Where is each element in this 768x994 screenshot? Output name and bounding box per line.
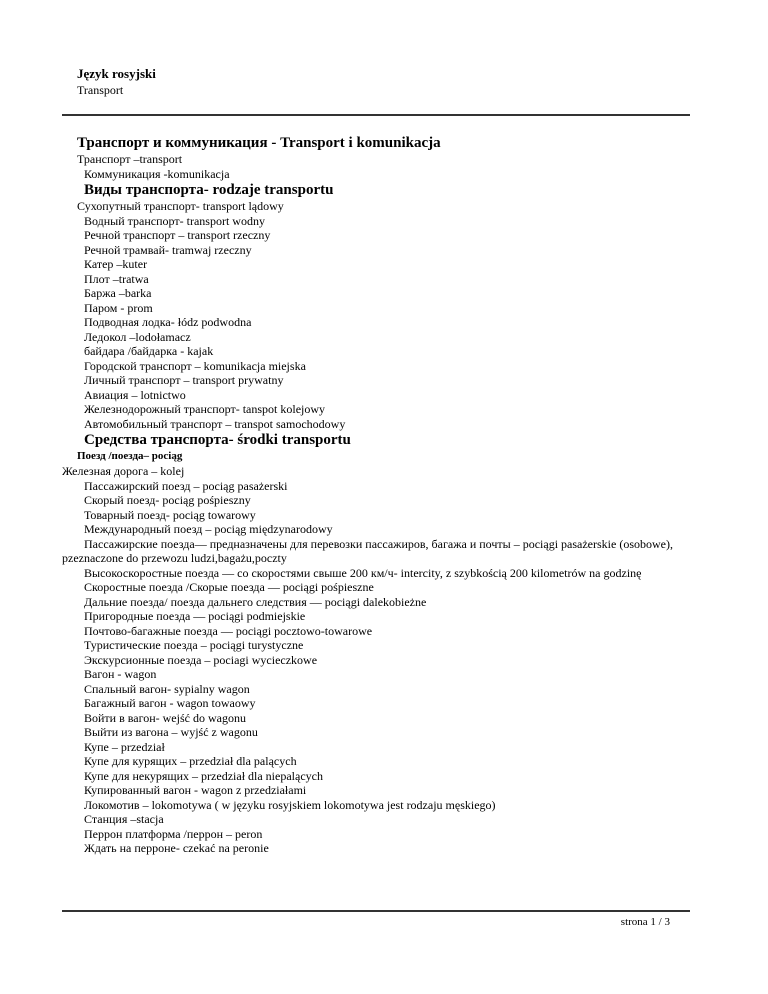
- text-line: Ждать на перроне- czekać na peronie: [84, 841, 269, 855]
- text-line: Высокоскоростные поезда — со скоростями свыше 200 км/ч- intercity, z szybkością 200 kilometrów na godzinę: [84, 565, 642, 580]
- text-line: Купированный вагон - wagon z przedziałami: [84, 783, 307, 797]
- document-subject: Język rosyjski: [77, 66, 156, 81]
- text-line: Речной трамвай- tramwaj rzeczny: [84, 242, 252, 257]
- text-line: Пригородные поезда — pociągi podmiejskie: [84, 609, 306, 623]
- footer-divider: [62, 910, 690, 912]
- text-line: Плот –tratwa: [84, 271, 149, 286]
- text-line: Пассажирские поезда— предназначены для перевозки пассажиров, багажа и почты – pociągi pasażerskie (osobowe), pzeznaczone do przewozu ludzi,bagażu,poczty: [62, 536, 673, 565]
- text-line: Купе для некурящих – przedział dla niepalących: [84, 768, 323, 783]
- section-heading: Транспорт и коммуникация - Transport i komunikacja: [77, 135, 441, 151]
- text-line: Купе для курящих – przedział dla palących: [84, 754, 297, 768]
- text-line: Скорый поезд- pociąg pośpieszny: [84, 493, 251, 507]
- text-line: Локомотив – lokomotywa ( w języku rosyjskiem lokomotywa jest rodzaju męskiego): [84, 797, 496, 812]
- text-line: Личный транспорт – transport prywatny: [84, 373, 284, 387]
- text-line: Водный транспорт- transport wodny: [84, 213, 265, 228]
- document-header: [77, 66, 156, 97]
- text-line: Коммуникация -komunikacja: [84, 166, 230, 181]
- text-line: Пассажирский поезд – pociąg pasażerski: [84, 478, 288, 493]
- text-line: Речной транспорт – transport rzeczny: [84, 228, 271, 242]
- subsection-heading: Средства транспорта- środki transportu: [84, 432, 351, 448]
- text-line: Железная дорога – kolej: [62, 464, 185, 478]
- text-line: Дальние поезда/ поезда дальнего следствия — pociągi dalekobieżne: [84, 594, 427, 609]
- group-heading: Поезд /поезда– pociąg: [77, 450, 183, 462]
- text-line: Почтово-багажные поезда — pociągi pocztowo-towarowe: [84, 623, 373, 638]
- text-line: Спальный вагон- sypialny wagon: [84, 681, 250, 696]
- text-line: Войти в вагон- wejść do wagonu: [84, 710, 246, 725]
- text-line: Купе – przedział: [84, 739, 165, 754]
- text-line: байдара /байдарка - kajak: [84, 344, 214, 358]
- text-line: Катер –kuter: [84, 257, 148, 271]
- document-body: [62, 134, 696, 856]
- text-line: Туристические поезда – pociągi turystyczne: [84, 638, 304, 652]
- text-line: Станция –stacja: [84, 812, 164, 826]
- text-line: Подводная лодка- łódz podwodna: [84, 315, 252, 329]
- text-line: Баржа –barka: [84, 286, 152, 300]
- text-line: Багажный вагон - wagon towaowy: [84, 696, 256, 710]
- page-number: strona 1 / 3: [620, 916, 670, 928]
- document-topic: Transport: [77, 83, 124, 97]
- text-line: Железнодорожный транспорт- tanspot kolejowy: [84, 402, 326, 416]
- text-line: Международный поезд – pociąg międzynarodowy: [84, 522, 333, 536]
- text-line: Автомобильный транспорт – transpot samochodowy: [84, 416, 346, 431]
- subsection-heading: Виды транспорта- rodzaje transportu: [84, 182, 334, 198]
- text-line: Выйти из вагона – wyjść z wagonu: [84, 725, 258, 739]
- text-line: Вагон - wagon: [84, 667, 157, 681]
- text-line: Товарный поезд- pociąg towarowy: [84, 507, 256, 522]
- text-line: Сухопутный транспорт- transport lądowy: [77, 199, 284, 213]
- text-line: Скоростные поезда /Скорые поезда — pociągi pośpieszne: [84, 580, 374, 594]
- text-line: Городской транспорт – komunikacja miejska: [84, 358, 306, 373]
- text-line: Экскурсионные поезда – pociagi wycieczkowe: [84, 652, 318, 667]
- text-line: Паром - prom: [84, 300, 153, 315]
- text-line: Перрон платформа /перрон – peron: [84, 826, 263, 841]
- text-line: Транспорт –transport: [77, 152, 183, 166]
- text-line: Авиация – lotnictwo: [84, 387, 186, 402]
- header-divider: [62, 114, 690, 116]
- text-line: Ледокол –lodołamacz: [84, 329, 191, 344]
